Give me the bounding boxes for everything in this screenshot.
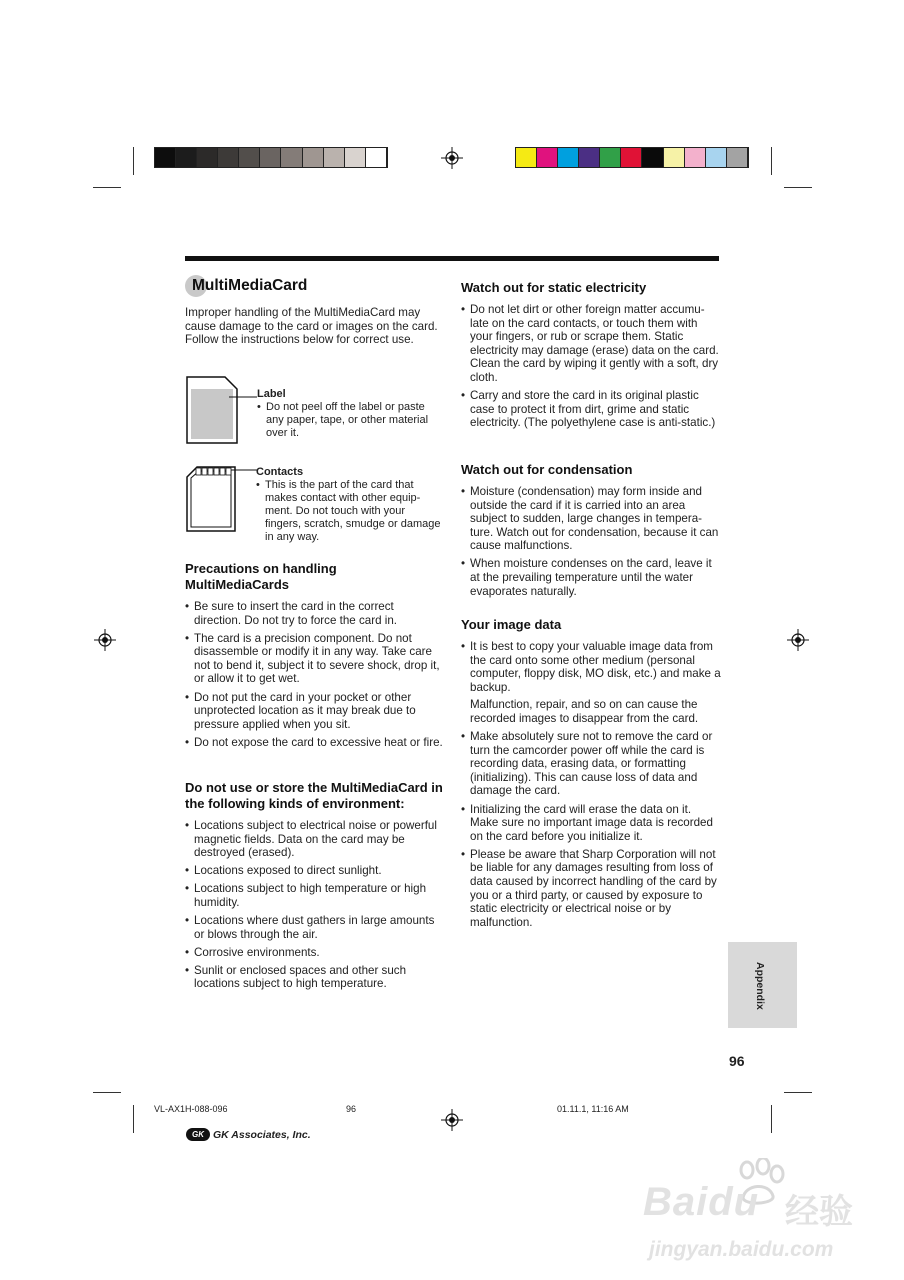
color-swatch	[345, 148, 366, 167]
card-contacts-diagram	[185, 465, 260, 535]
list-item: • Carry and store the card in its original plastic case to protect it from dirt, grime and static electricity. (The polyethylene case is anti-static.)	[461, 389, 721, 430]
footer-company: GK GK Associates, Inc.	[186, 1128, 311, 1141]
contacts-callout: Contacts • This is the part of the card that makes contact with other equip-ment. Do not touch with your fingers, scratch, smudge or damage in any way.	[256, 466, 442, 549]
registration-mark-icon	[94, 629, 116, 651]
image-data-section	[461, 617, 721, 934]
header-rule	[185, 256, 719, 261]
color-swatch	[239, 148, 260, 167]
color-swatch	[218, 148, 239, 167]
registration-mark-icon	[441, 147, 463, 169]
color-swatch	[558, 148, 579, 167]
color-swatch	[537, 148, 558, 167]
registration-mark-icon	[787, 629, 809, 651]
list-item: • Locations subject to electrical noise or powerful magnetic fields. Data on the card may be destroyed (erased).	[185, 819, 447, 860]
color-swatch	[197, 148, 218, 167]
list-item: • Please be aware that Sharp Corporation will not be liable for any damages resulting from loss of data caused by incorrect handling of the card by you or a third party, or caused by exposure to static electricity or electrical noise or by malfunction.	[461, 848, 721, 930]
color-swatch	[281, 148, 302, 167]
label-callout: Label • Do not peel off the label or paste any paper, tape, or other material over it.	[257, 388, 442, 445]
list-item: • Do not put the card in your pocket or other unprotected location as it may break due to pressure applied when you sit.	[185, 691, 443, 732]
color-swatch	[303, 148, 324, 167]
footer-page: 96	[346, 1104, 357, 1114]
company-logo-icon: GK	[186, 1128, 210, 1141]
precautions-section	[185, 561, 443, 754]
color-swatch	[516, 148, 537, 167]
list-item: • The card is a precision component. Do not disassemble or modify it in any way. Take care not to bend it, subject it to severe shock, drop it, or allow it to get wet.	[185, 632, 443, 686]
list-item: • This is the part of the card that makes contact with other equip-ment. Do not touch with your fingers, scratch, smudge or damage in any way.	[256, 479, 442, 544]
page-number: 96	[729, 1053, 745, 1069]
list-item: • Make absolutely sure not to remove the card or turn the camcorder power off while the card is recording data, erasing data, or formatting (initializing). This can cause loss of data and damage the card.	[461, 730, 721, 798]
grayscale-calibration-bar	[154, 147, 388, 168]
image-data-list-rest	[461, 730, 721, 929]
image-data-list	[461, 640, 721, 726]
color-swatch	[176, 148, 197, 167]
color-swatch	[706, 148, 727, 167]
condensation-list	[461, 485, 721, 598]
condensation-section	[461, 462, 721, 603]
list-item: • Sunlit or enclosed spaces and other such locations subject to high temperature.	[185, 964, 447, 991]
footer-file: VL-AX1H-088-096	[154, 1104, 228, 1114]
static-list	[461, 303, 721, 430]
list-item: • Initializing the card will erase the data on it. Make sure no important image data is recorded on the card before you initialize it.	[461, 803, 721, 844]
appendix-tab: Appendix	[728, 942, 797, 1028]
card-label-diagram	[185, 375, 260, 447]
list-item: • Be sure to insert the card in the correct direction. Do not try to force the card in.	[185, 600, 443, 627]
color-swatch	[155, 148, 176, 167]
intro-text: Improper handling of the MultiMediaCard may cause damage to the card or images on the card. Follow the instructions below for correct use.	[185, 306, 438, 347]
color-swatch	[642, 148, 663, 167]
list-item: • Do not expose the card to excessive heat or fire.	[185, 736, 443, 750]
environment-list	[185, 819, 447, 991]
color-swatch	[727, 148, 748, 167]
list-item: • Locations where dust gathers in large amounts or blows through the air.	[185, 914, 447, 941]
color-swatch	[579, 148, 600, 167]
static-section	[461, 280, 721, 434]
color-swatch	[664, 148, 685, 167]
section-heading: Watch out for condensation	[461, 462, 633, 477]
list-item: • Do not peel off the label or paste any paper, tape, or other material over it.	[257, 401, 442, 440]
list-item: • Moisture (condensation) may form inside and outside the card if it is carried into an area subject to sudden, large changes in tempera-ture. Watch out for condensation, because it can cause malfunctions.	[461, 485, 721, 553]
color-swatch	[260, 148, 281, 167]
list-item: • When moisture condenses on the card, leave it at the prevailing temperature until the water evaporates naturally.	[461, 557, 721, 598]
color-calibration-bar	[515, 147, 749, 168]
color-swatch	[600, 148, 621, 167]
section-heading: Watch out for static electricity	[461, 280, 647, 295]
list-item: • It is best to copy your valuable image data from the card onto some other medium (personal computer, floppy disk, MO disk, etc.) and make a backup. Malfunction, repair, and so on can cause the recorded images to disappear from the card.	[461, 640, 721, 726]
footer-date: 01.11.1, 11:16 AM	[557, 1104, 629, 1114]
list-item: • Corrosive environments.	[185, 946, 447, 960]
color-swatch	[324, 148, 345, 167]
watermark: Baidu 经验 jingyan.baidu.com	[643, 1158, 873, 1268]
section-heading: Precautions on handling MultiMediaCards	[185, 561, 337, 592]
list-item: • Locations subject to high temperature or high humidity.	[185, 882, 447, 909]
section-heading: Do not use or store the MultiMediaCard in the following kinds of environment:	[185, 780, 443, 811]
precautions-list	[185, 600, 443, 749]
color-swatch	[366, 148, 387, 167]
environment-section	[185, 780, 447, 996]
color-swatch	[621, 148, 642, 167]
list-item: • Locations exposed to direct sunlight.	[185, 864, 447, 878]
list-item: • Do not let dirt or other foreign matter accumu-late on the card contacts, or touch them with your fingers, or rub or scrape them. Static electricity may damage (erase) data on the card. Clean the card by wiping it gently with a soft, dry cloth.	[461, 303, 721, 385]
section-heading: Your image data	[461, 617, 562, 632]
color-swatch	[685, 148, 706, 167]
registration-mark-icon	[441, 1109, 463, 1131]
